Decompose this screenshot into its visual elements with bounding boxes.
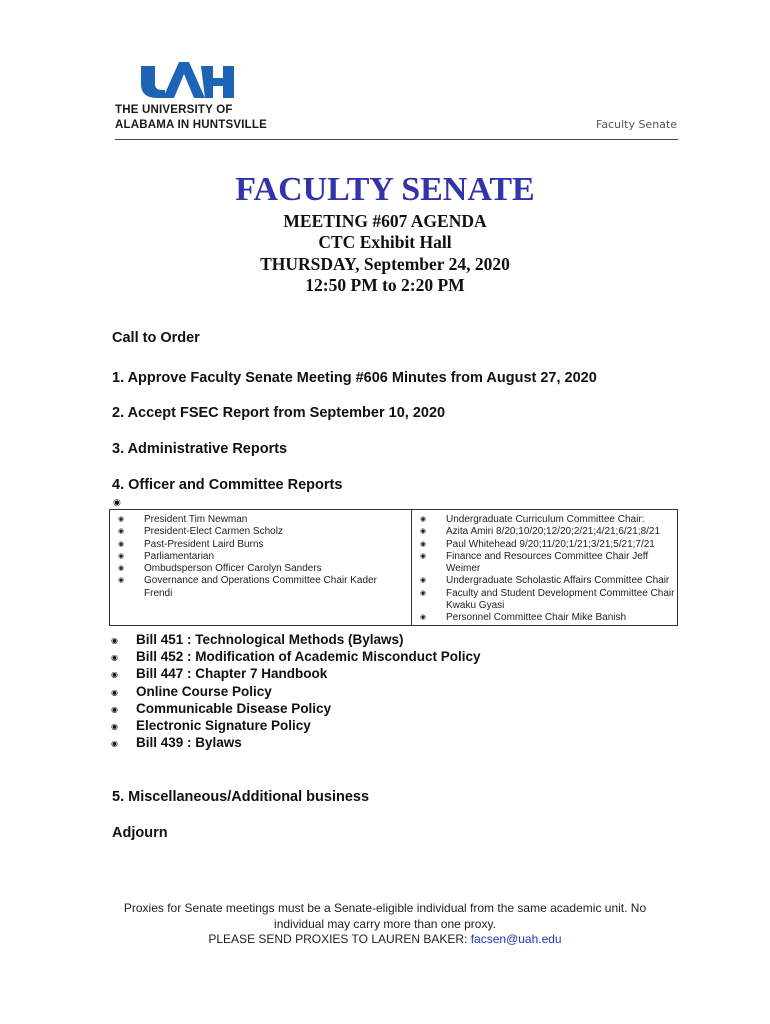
uah-logo (115, 58, 265, 136)
report-item-label: Faculty and Student Development Committee Chair (446, 587, 675, 599)
bullet-icon: ◉ (113, 497, 121, 507)
footer-line-3 (0, 932, 770, 948)
bullet-icon: ◉ (111, 687, 118, 697)
adjourn: Adjourn (112, 825, 168, 841)
bill-item (110, 734, 481, 751)
report-item (412, 600, 677, 612)
meeting-location: CTC Exhibit Hall (318, 232, 452, 252)
bill-item-label: Electronic Signature Policy (136, 718, 311, 734)
agenda-item-5: 5. Miscellaneous/Additional business (112, 789, 370, 805)
report-item (110, 526, 411, 538)
report-item-label: Paul Whitehead 9/20;11/20;1/21;3/21;5/21;7/21 (446, 538, 655, 550)
agenda-item-3: 3. Administrative Reports (112, 441, 288, 457)
bill-item-label: Communicable Disease Policy (136, 700, 332, 716)
report-item-label: Personnel Committee Chair Mike Banish (446, 612, 627, 624)
report-item (110, 539, 411, 551)
agenda-item-4: 4. Officer and Committee Reports (112, 477, 343, 493)
bullet-icon: ◉ (118, 577, 125, 585)
svg-text:UAH: UAH (135, 58, 138, 59)
bill-item (110, 683, 481, 700)
report-item (412, 514, 677, 526)
report-item-label: Undergraduate Curriculum Committee Chair: (446, 514, 645, 525)
bullet-icon: ◉ (111, 636, 118, 645)
footer-line-1: Proxies for Senate meetings must be a Senate-eligible individual from the same academic unit. No (123, 901, 647, 915)
bill-item (110, 631, 481, 648)
bullet-icon: ◉ (420, 589, 427, 597)
reports-right-cell (412, 510, 678, 626)
report-item-label: Past-President Laird Burns (144, 538, 264, 550)
report-item-label: Kwaku Gyasi (446, 600, 505, 612)
email-link[interactable]: facsen@uah.edu (470, 932, 562, 946)
report-item-label: Frendi (144, 587, 173, 599)
bullet-icon: ◉ (420, 614, 427, 622)
bills-list (110, 631, 481, 751)
agenda-item-1: 1. Approve Faculty Senate Meeting #606 Minutes from August 27, 2020 (112, 370, 597, 386)
bullet-icon: ◉ (420, 577, 427, 585)
report-item (412, 588, 677, 600)
report-item (110, 551, 411, 563)
footer-note (0, 901, 770, 948)
bullet-icon: ◉ (118, 516, 125, 523)
bullet-icon: ◉ (118, 565, 125, 573)
reports-left-list (110, 514, 411, 600)
report-item (412, 575, 677, 587)
report-item (412, 539, 677, 551)
report-item-label: Ombudsperson Officer Carolyn Sanders (144, 563, 322, 575)
bill-item-label: Bill 452 : Modification of Academic Misconduct Policy (136, 649, 481, 665)
bill-item-label: Bill 451 : Technological Methods (Bylaws) (136, 632, 404, 647)
report-item (110, 563, 411, 575)
bill-item-label: Bill 439 : Bylaws (136, 735, 242, 751)
page-title: FACULTY SENATE (235, 171, 535, 208)
bill-item (110, 648, 481, 665)
logo-text-line2: ALABAMA IN HUNTSVILLE (115, 119, 267, 131)
footer-line-2: individual may carry more than one proxy. (274, 916, 496, 931)
meeting-time: 12:50 PM to 2:20 PM (305, 275, 465, 295)
header-right-label: Faculty Senate (596, 118, 677, 131)
report-item (412, 612, 677, 624)
report-item (412, 551, 677, 576)
bill-item (110, 665, 481, 682)
report-item (110, 588, 411, 600)
header-divider (115, 139, 678, 140)
uah-logo-mark (135, 58, 235, 100)
bullet-icon: ◉ (420, 516, 427, 523)
bill-item (110, 700, 481, 717)
reports-left-cell (110, 510, 412, 626)
bullet-icon: ◉ (118, 540, 125, 548)
report-item-label: Finance and Resources Committee Chair Jeff Weimer (446, 550, 649, 575)
bullet-icon: ◉ (118, 528, 125, 536)
report-item-label: President-Elect Carmen Scholz (144, 526, 283, 538)
meeting-date: THURSDAY, September 24, 2020 (260, 254, 510, 274)
report-item-label: Undergraduate Scholastic Affairs Committee Chair (446, 575, 670, 587)
bullet-icon: ◉ (111, 670, 118, 680)
logo-text-line1: THE UNIVERSITY OF (115, 104, 233, 116)
bill-item-label: Bill 447 : Chapter 7 Handbook (136, 666, 328, 682)
bullet-icon: ◉ (111, 704, 118, 714)
report-item (110, 514, 411, 526)
bullet-icon: ◉ (111, 722, 118, 732)
report-item-label: President Tim Newman (144, 514, 248, 525)
report-item (412, 526, 677, 538)
bill-item-label: Online Course Policy (136, 683, 272, 699)
reports-table (109, 509, 678, 626)
report-item (110, 575, 411, 587)
bullet-icon: ◉ (111, 653, 118, 663)
bullet-icon: ◉ (420, 528, 427, 536)
bullet-icon: ◉ (420, 552, 427, 560)
call-to-order: Call to Order (112, 330, 200, 346)
reports-right-list (412, 514, 677, 625)
report-item-label: Parliamentarian (144, 550, 215, 562)
report-item-label: Azita Amiri 8/20;10/20;12/20;2/21;4/21;6/21;8/21 (446, 526, 661, 538)
footer-proxy-text: PLEASE SEND PROXIES TO LAUREN BAKER: (208, 932, 471, 946)
agenda-item-2: 2. Accept FSEC Report from September 10, 2020 (112, 405, 446, 421)
meeting-number: MEETING #607 AGENDA (283, 211, 487, 231)
bullet-icon: ◉ (420, 540, 427, 548)
report-item-label: Governance and Operations Committee Chair Kader (144, 575, 377, 587)
bill-item (110, 717, 481, 734)
bullet-icon: ◉ (118, 552, 125, 560)
bullet-icon: ◉ (111, 739, 118, 749)
